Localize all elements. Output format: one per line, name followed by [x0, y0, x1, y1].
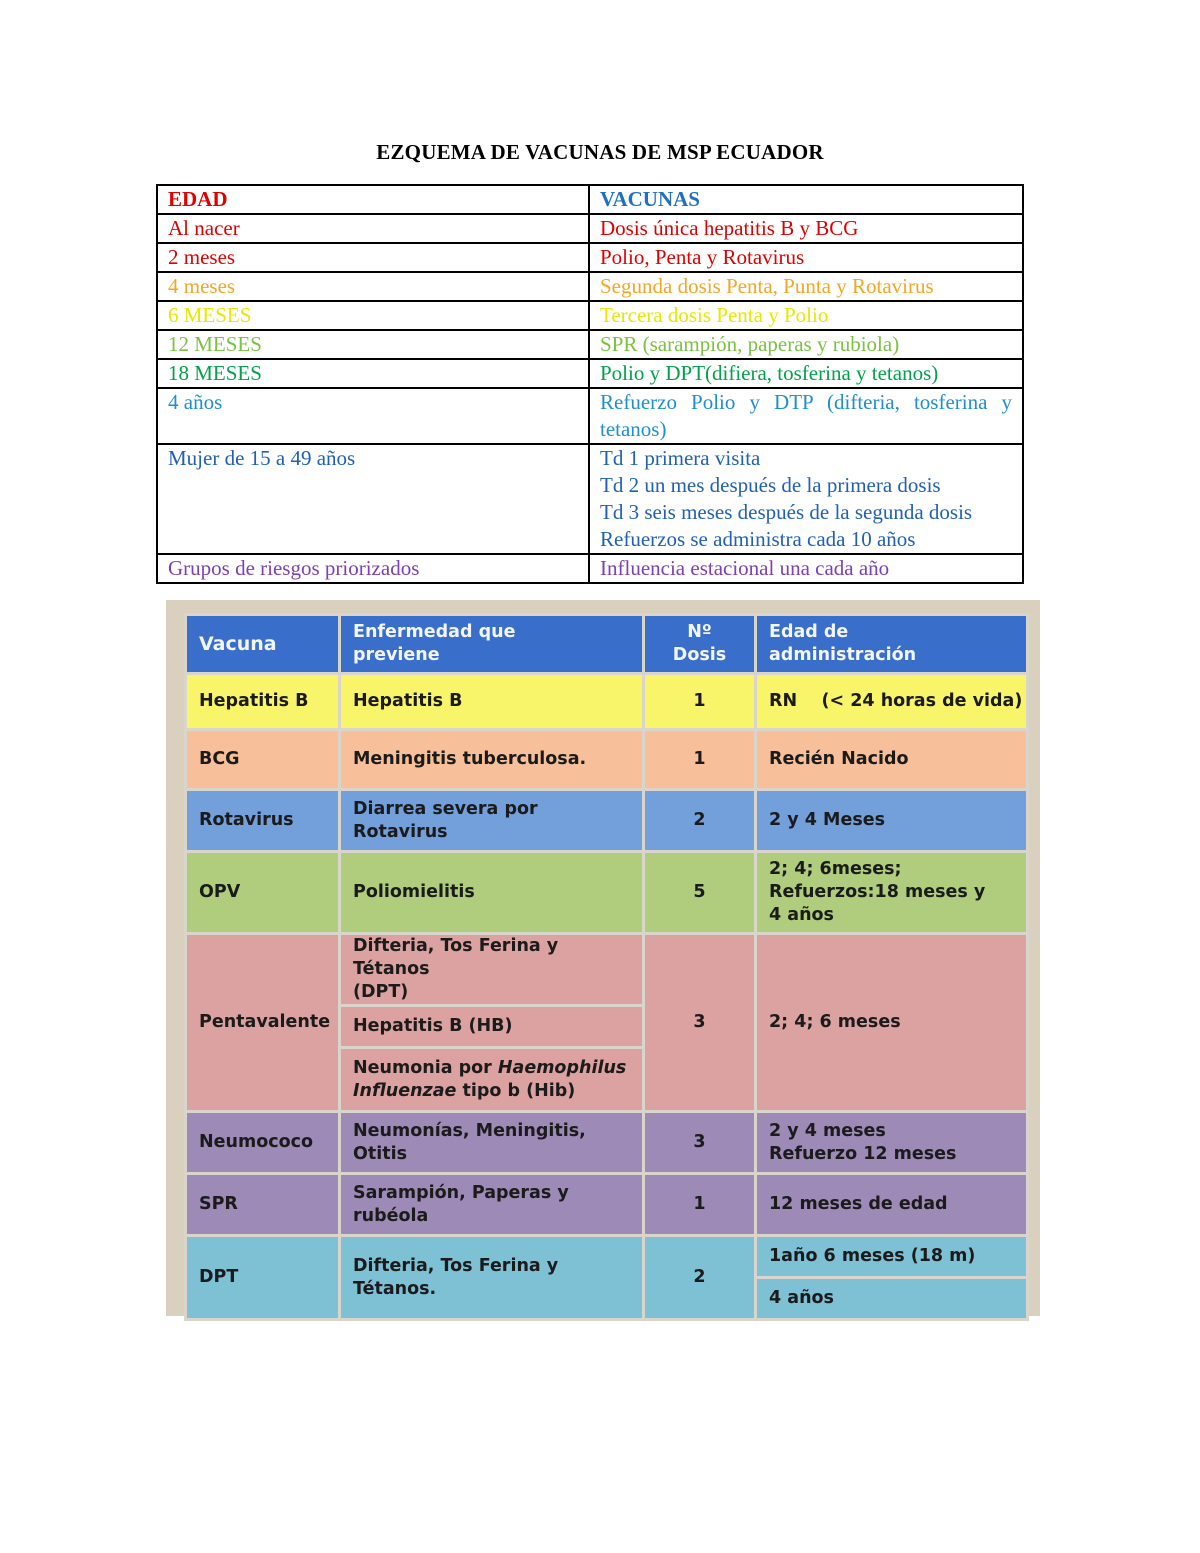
vaccine-line: Refuerzos se administra cada 10 años [600, 527, 916, 551]
enfermedad-cell: Hepatitis B (HB) [340, 1006, 644, 1048]
vaccine-line: Td 1 primera visita [600, 446, 761, 470]
edad-cell: 2; 4; 6 meses [756, 934, 1028, 1112]
enfermedad-italic: Haemophilus [497, 1057, 627, 1078]
table-row [186, 674, 1028, 730]
table-row [157, 185, 1023, 214]
edad-line: 2 y 4 meses [769, 1120, 886, 1141]
age-cell: Mujer de 15 a 49 años [157, 444, 589, 554]
enfermedad-line: (DPT) [353, 982, 409, 1002]
vaccines-cell: Polio y DPT(difiera, tosferina y tetanos) [589, 359, 1023, 388]
dosis-cell: 3 [644, 1112, 756, 1174]
vacuna-cell: Neumococo [186, 1112, 340, 1174]
age-cell: 4 años [157, 388, 589, 444]
table-row [157, 330, 1023, 359]
schedule-table [156, 184, 1024, 584]
header-vacuna: Vacuna [186, 615, 340, 674]
dosis-cell: 2 [644, 790, 756, 852]
header-line: previene [353, 645, 440, 665]
vacuna-cell: OPV [186, 852, 340, 934]
edad-cell: 2 y 4 Meses [756, 790, 1028, 852]
table-row [157, 388, 1023, 444]
edad-cell [756, 1112, 1028, 1174]
table-row [157, 359, 1023, 388]
enfermedad-line [353, 1057, 630, 1080]
enfermedad-cell [340, 1048, 644, 1112]
vaccine-line: Td 2 un mes después de la primera dosis [600, 473, 941, 497]
enfermedad-cell [340, 934, 644, 1006]
table-row [186, 1236, 1028, 1278]
table-row [186, 934, 1028, 1006]
enfermedad-line: rubéola [353, 1205, 429, 1226]
edad-cell: RN (< 24 horas de vida) [756, 674, 1028, 730]
vaccines-cell: Influencia estacional una cada año [589, 554, 1023, 583]
vaccines-cell: SPR (sarampión, paperas y rubiola) [589, 330, 1023, 359]
edad-line: 2; 4; 6meses; [769, 859, 902, 879]
enfermedad-text: tipo b (Hib) [456, 1080, 576, 1101]
age-cell: 12 MESES [157, 330, 589, 359]
age-cell: 4 meses [157, 272, 589, 301]
age-cell: Grupos de riesgos priorizados [157, 554, 589, 583]
enfermedad-cell: Hepatitis B [340, 674, 644, 730]
dosis-cell: 1 [644, 730, 756, 790]
edad-line: Refuerzos:18 meses y [769, 882, 986, 902]
dosis-cell: 1 [644, 674, 756, 730]
table-header-row [186, 615, 1028, 674]
enfermedad-cell: Neumonías, Meningitis, Otitis [340, 1112, 644, 1174]
enfermedad-line [353, 1080, 630, 1103]
table-row [186, 790, 1028, 852]
table-row [157, 444, 1023, 554]
vaccines-cell: Refuerzo Polio y DTP (difteria, tosferina y tetanos) [589, 388, 1023, 444]
dosis-cell: 3 [644, 934, 756, 1112]
header-line: Nº [687, 622, 712, 642]
dosis-cell: 5 [644, 852, 756, 934]
vacuna-cell: BCG [186, 730, 340, 790]
enfermedad-line: Difteria, Tos Ferina y Tétanos [353, 936, 559, 979]
header-dosis [644, 615, 756, 674]
vaccine-table [184, 613, 1029, 1321]
table-row [157, 554, 1023, 583]
header-line: Dosis [672, 645, 727, 665]
edad-cell: 12 meses de edad [756, 1174, 1028, 1236]
vacuna-cell: Pentavalente [186, 934, 340, 1112]
enfermedad-italic: Influenzae [353, 1080, 457, 1101]
vaccine-table-image [166, 600, 1040, 1316]
vacuna-cell: Rotavirus [186, 790, 340, 852]
table-row [186, 730, 1028, 790]
table-row [157, 301, 1023, 330]
vacuna-cell: SPR [186, 1174, 340, 1236]
enfermedad-cell [340, 1174, 644, 1236]
edad-cell: Recién Nacido [756, 730, 1028, 790]
vacuna-cell: Hepatitis B [186, 674, 340, 730]
table-row [186, 1174, 1028, 1236]
edad-line: 4 años [769, 905, 834, 925]
page-title: EZQUEMA DE VACUNAS DE MSP ECUADOR [376, 140, 824, 164]
age-cell: 18 MESES [157, 359, 589, 388]
age-cell: Al nacer [157, 214, 589, 243]
age-cell: 6 MESES [157, 301, 589, 330]
vaccines-cell: Polio, Penta y Rotavirus [589, 243, 1023, 272]
header-line: Edad de [769, 622, 849, 642]
vaccine-line: Td 3 seis meses después de la segunda dosis [600, 500, 973, 524]
enfermedad-cell: Difteria, Tos Ferina y Tétanos. [340, 1236, 644, 1320]
age-cell: 2 meses [157, 243, 589, 272]
table-row [186, 852, 1028, 934]
header-edad [756, 615, 1028, 674]
edad-cell [756, 852, 1028, 934]
table-row [157, 243, 1023, 272]
enfermedad-cell: Poliomielitis [340, 852, 644, 934]
table-row [157, 214, 1023, 243]
enfermedad-cell: Meningitis tuberculosa. [340, 730, 644, 790]
edad-line: Refuerzo 12 meses [769, 1143, 957, 1164]
dosis-cell: 2 [644, 1236, 756, 1320]
vaccines-cell [589, 444, 1023, 554]
header-line: administración [769, 645, 917, 665]
header-line: Enfermedad que [353, 622, 516, 642]
enfermedad-line: Sarampión, Paperas y [353, 1182, 569, 1203]
edad-cell: 1año 6 meses (18 m) [756, 1236, 1028, 1278]
dosis-cell: 1 [644, 1174, 756, 1236]
table-row [186, 1112, 1028, 1174]
vaccines-cell: Tercera dosis Penta y Polio [589, 301, 1023, 330]
edad-cell: 4 años [756, 1278, 1028, 1320]
header-enfermedad [340, 615, 644, 674]
age-header: EDAD [157, 185, 589, 214]
vacuna-cell: DPT [186, 1236, 340, 1320]
table-row [157, 272, 1023, 301]
vaccines-header: VACUNAS [589, 185, 1023, 214]
enfermedad-text: Neumonia por [353, 1057, 498, 1078]
vaccines-cell: Dosis única hepatitis B y BCG [589, 214, 1023, 243]
vaccines-cell: Segunda dosis Penta, Punta y Rotavirus [589, 272, 1023, 301]
enfermedad-cell: Diarrea severa por Rotavirus [340, 790, 644, 852]
